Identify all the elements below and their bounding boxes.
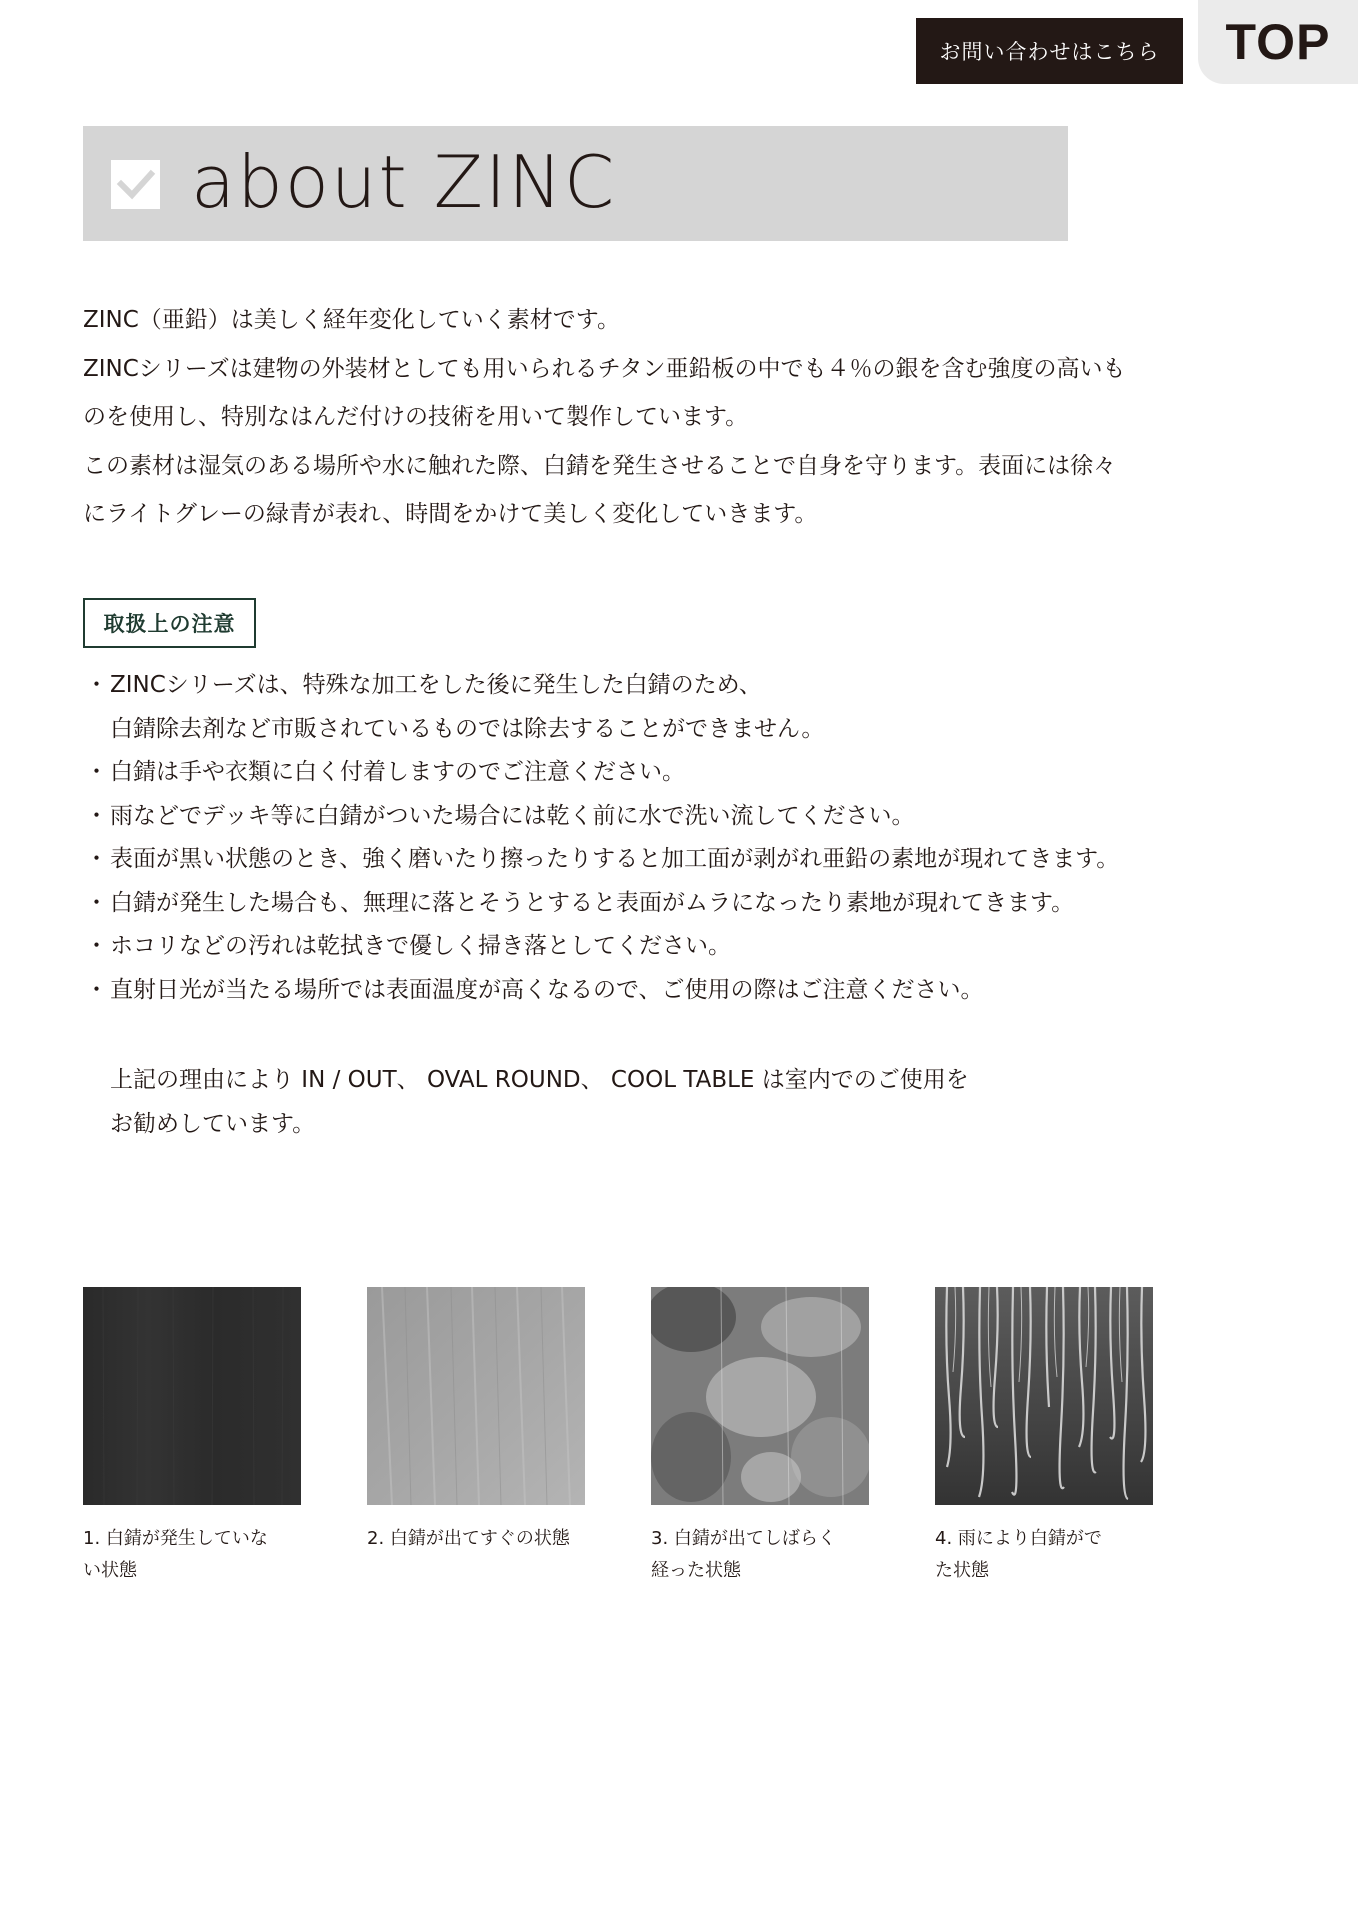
intro-line: のを使用し、特別なはんだ付けの技術を用いて製作しています。 (83, 404, 749, 430)
swatch-1 (83, 1287, 301, 1587)
caution-line: 表面が黒い状態のとき、強く磨いたり擦ったりすると加工面が剥がれ亜鉛の素地が現れてきます。 (110, 846, 1120, 872)
bullet-mark: ・ (85, 889, 108, 916)
caption-line: 経った状態 (651, 1560, 741, 1581)
caution-item (83, 838, 1283, 882)
intro-line: ZINC（亜鉛）は美しく経年変化していく素材です。 (83, 307, 620, 333)
zinc-surface-image (367, 1287, 585, 1505)
recommendation-line: お勧めしています。 (110, 1110, 316, 1137)
bullet-mark: ・ (85, 933, 108, 959)
caution-line: 白錆は手や衣類に白く付着しますのでご注意ください。 (110, 759, 685, 785)
caution-line: 雨などでデッキ等に白錆がついた場合には乾く前に水で洗い流してください。 (110, 802, 915, 829)
caution-item (83, 664, 1283, 751)
top-button[interactable]: TOP (1198, 0, 1358, 84)
caution-line: 白錆が発生した場合も、無理に落とそうとすると表面がムラになったり素地が現れてきます。 (110, 889, 1075, 916)
swatch-4 (935, 1287, 1153, 1587)
caution-item (83, 969, 1283, 1013)
checkmark-icon (111, 160, 160, 209)
title-banner (83, 126, 1068, 241)
caption-line: い状態 (83, 1560, 137, 1581)
caution-item (83, 925, 1283, 969)
caution-line: 直射日光が当たる場所では表面温度が高くなるので、ご使用の際はご注意ください。 (110, 976, 984, 1003)
contact-button[interactable]: お問い合わせはこちら (916, 18, 1183, 84)
caution-line: 白錆除去剤など市販されているものでは除去することができません。 (110, 715, 825, 742)
zinc-surface-image (83, 1287, 301, 1505)
caution-item (83, 795, 1283, 839)
swatch-2 (367, 1287, 585, 1555)
zinc-surface-image (935, 1287, 1153, 1505)
swatch-caption (651, 1523, 869, 1587)
bullet-mark: ・ (85, 846, 108, 872)
bullet-mark: ・ (85, 672, 108, 698)
caption-line: 3. 白錆が出てしばらく (651, 1528, 836, 1549)
caption-line: 1. 白錆が発生していな (83, 1528, 268, 1549)
bullet-mark: ・ (85, 976, 108, 1003)
caution-item (83, 751, 1283, 795)
caution-item (83, 882, 1283, 926)
recommendation-line: 上記の理由により IN / OUT、 OVAL ROUND、 COOL TABLE は室内でのご使用を (110, 1067, 969, 1093)
bullet-mark: ・ (85, 759, 108, 785)
intro-text (83, 296, 1263, 539)
page-title: about ZINC (191, 140, 617, 224)
caption-line: た状態 (935, 1560, 989, 1581)
zinc-surface-image (651, 1287, 869, 1505)
notice-heading: 取扱上の注意 (83, 598, 256, 648)
swatch-caption (83, 1523, 301, 1587)
caution-line: ZINCシリーズは、特殊な加工をした後に発生した白錆のため、 (110, 672, 762, 698)
intro-line: この素材は湿気のある場所や水に触れた際、白錆を発生させることで自身を守ります。表面には徐々 (83, 452, 1117, 479)
bullet-mark: ・ (85, 802, 108, 829)
intro-line: にライトグレーの緑青が表れ、時間をかけて美しく変化していきます。 (83, 501, 818, 527)
caution-line: ホコリなどの汚れは乾拭きで優しく掃き落としてください。 (110, 933, 731, 959)
caption-line: 2. 白錆が出てすぐの状態 (367, 1528, 570, 1549)
swatch-caption (367, 1523, 585, 1555)
caption-line: 4. 雨により白錆がで (935, 1528, 1102, 1549)
recommendation-note (110, 1059, 969, 1146)
intro-line: ZINCシリーズは建物の外装材としても用いられるチタン亜鉛板の中でも４％の銀を含む強度の高いも (83, 355, 1126, 382)
swatch-3 (651, 1287, 869, 1587)
caution-list (83, 664, 1283, 1012)
swatch-caption (935, 1523, 1153, 1587)
